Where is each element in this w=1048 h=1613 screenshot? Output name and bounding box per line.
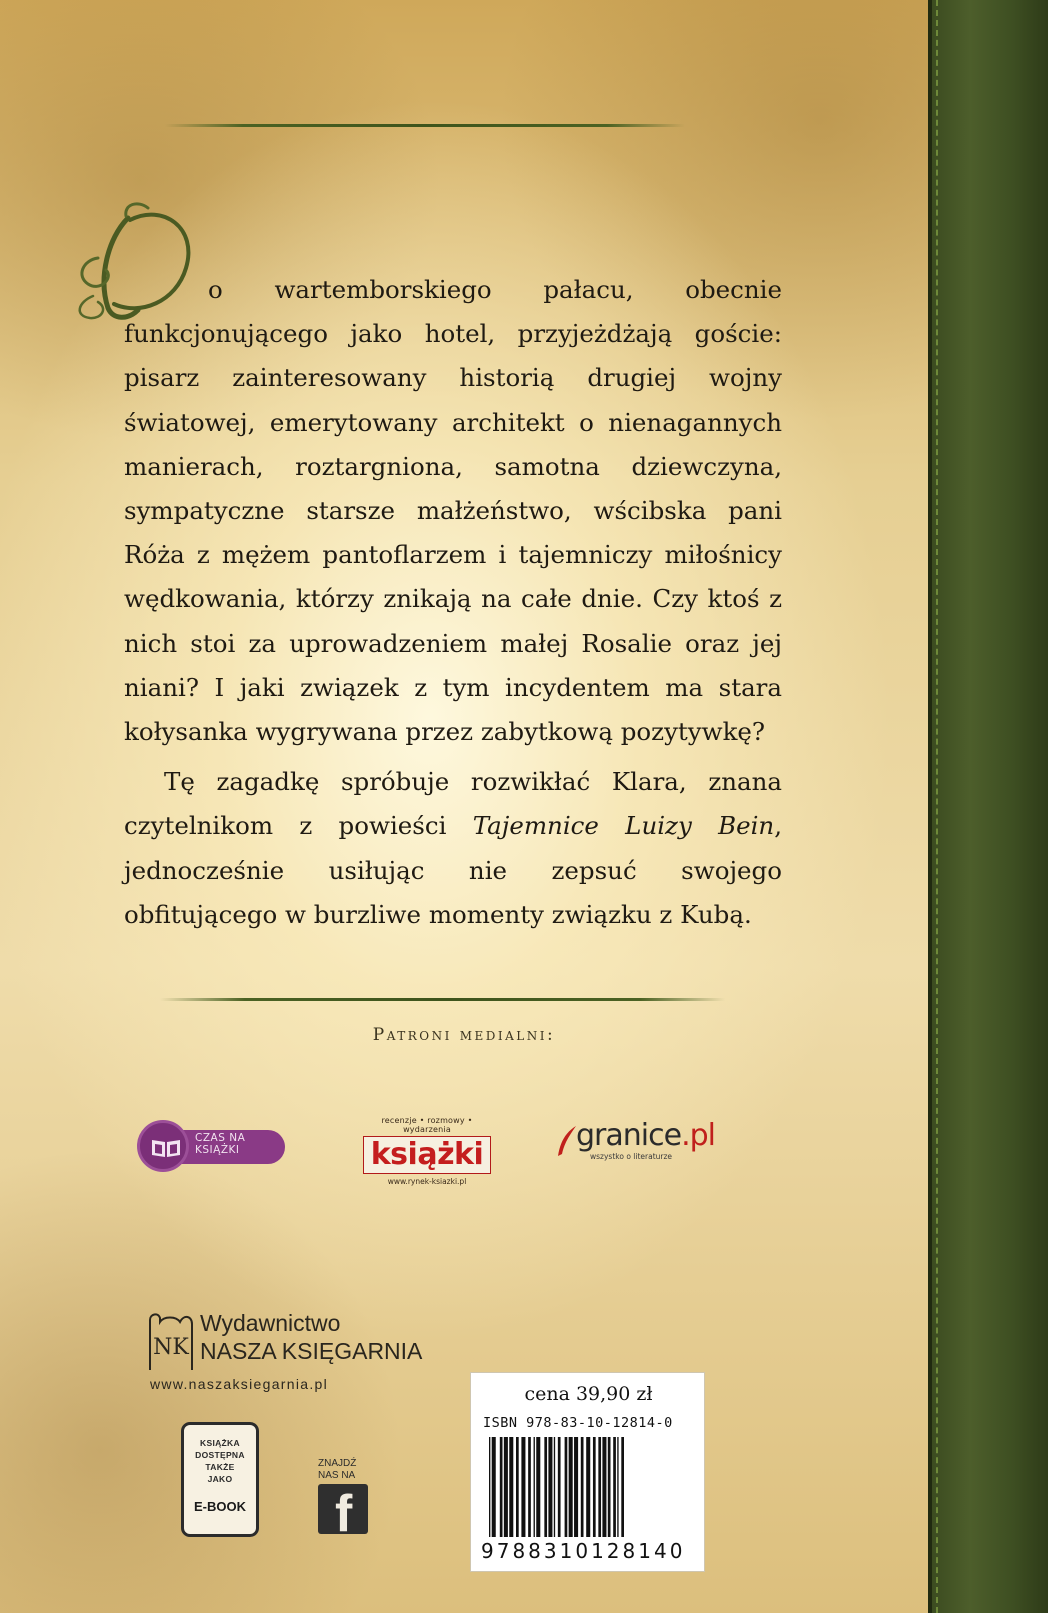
facebook-icon (318, 1484, 368, 1534)
open-book-icon (150, 1137, 182, 1159)
ebook-label: E-BOOK (194, 1499, 246, 1514)
ebook-line-4: JAKO (207, 1474, 233, 1484)
granice-suffix: .pl (681, 1118, 715, 1153)
barcode-bar (492, 1437, 496, 1537)
top-ornament-rule (165, 124, 685, 127)
price-label: cena 39,90 zł (524, 1383, 653, 1405)
ebook-availability-badge (181, 1422, 259, 1537)
ksiazki-wordmark: książki (363, 1136, 491, 1174)
price-barcode-sticker (470, 1372, 705, 1572)
blurb-paragraph-1: o wartemborskiego pałacu, obecnie funkcjonującego jako hotel, przyjeżdżają goście: pisarz zainteresowany historią drugiej wojny światowej, emerytowany architekt o nienagannych manierach, roztargniona, samotna dziewczyna, sympatyczne starsze małżeństwo, wścibska pani Róża z mężem pantoflarzem i tajemniczy miłośnicy wędkowania, którzy znikają na całe dnie. Czy ktoś z nich stoi za uprowadzeniem małej Rosalie oraz jej niani? I jaki związek z tym incydentem ma stara kołysanka wygrywana przez zabytkową pozytywkę? (124, 275, 782, 747)
ebook-small-text (184, 1437, 256, 1485)
publisher-name-line-2: NASZA KSIĘGARNIA (200, 1338, 423, 1364)
barcode-bar (593, 1437, 596, 1537)
media-patrons-label: Patroni medialni: (372, 1025, 556, 1045)
ebook-line-2: DOSTĘPNA (195, 1450, 245, 1460)
barcode-bar (489, 1437, 490, 1537)
ebook-line-3: TAKŻE (205, 1462, 235, 1472)
blurb-paragraph-2 (124, 760, 782, 937)
czas-logo-text (195, 1132, 281, 1156)
nk-publisher-logo (146, 1312, 196, 1372)
middle-ornament-rule (160, 998, 725, 1001)
barcode-digits: 9788310128140 (481, 1539, 686, 1563)
granice-wordmark (576, 1118, 715, 1154)
czas-logo-circle (137, 1120, 189, 1172)
barcode-bar (617, 1437, 618, 1537)
barcode-bar (581, 1437, 584, 1537)
facebook-badge (318, 1458, 378, 1538)
blurb-paragraph-2-start: Tę zagadkę spróbuje rozwikłać Klara, znana czytelnikom z powieści (124, 767, 782, 841)
barcode-bar (544, 1437, 547, 1537)
granice-tagline: wszystko o literaturze (590, 1152, 673, 1161)
facebook-line-1: ZNAJDŹ (318, 1458, 357, 1469)
ksiazki-magazine-logo (360, 1116, 494, 1192)
barcode-bar (536, 1437, 540, 1537)
isbn-barcode (489, 1437, 694, 1537)
barcode-bar (509, 1437, 513, 1537)
ebook-line-1: KSIĄŻKA (200, 1438, 240, 1448)
barcode-bar (500, 1437, 503, 1537)
barcode-bar (558, 1437, 561, 1537)
green-spine-edge (928, 0, 1048, 1613)
granice-word: granice (576, 1118, 682, 1153)
isbn-number: ISBN 978-83-10-12814-0 (483, 1415, 673, 1431)
barcode-bar (554, 1437, 555, 1537)
publisher-url: www.naszaksiegarnia.pl (150, 1376, 329, 1392)
publisher-name-line-1: Wydawnictwo (200, 1310, 341, 1336)
barcode-bar (613, 1437, 616, 1537)
barcode-bar (528, 1437, 531, 1537)
czas-na-ksiazki-logo (137, 1120, 287, 1176)
barcode-bar (621, 1437, 624, 1537)
barcode-bar (574, 1437, 578, 1537)
ksiazki-tagline: recenzje • rozmowy • wydarzenia (381, 1116, 473, 1134)
barcode-bar (569, 1437, 573, 1537)
facebook-label (318, 1458, 378, 1482)
barcode-bar (521, 1437, 525, 1537)
book-title-reference: Tajemnice Luizy Bein (472, 811, 775, 841)
facebook-line-2: NAS NA (318, 1470, 356, 1481)
barcode-bar (608, 1437, 611, 1537)
nk-mark-letters: NK (153, 1335, 189, 1360)
publisher-block (146, 1310, 446, 1390)
blurb-paragraph-2-end: , jednocześnie usiłując nie zepsuć swojego obfitującego w burzliwe momenty związku z Kubą. (124, 811, 782, 929)
quill-icon (556, 1124, 578, 1158)
granice-pl-logo (556, 1118, 715, 1170)
barcode-bar (548, 1437, 552, 1537)
barcode-bar (516, 1437, 519, 1537)
czas-line-1: CZAS NA (195, 1132, 246, 1144)
facebook-f-glyph: f (335, 1485, 353, 1534)
barcode-bar (504, 1437, 508, 1537)
barcode-bar (565, 1437, 568, 1537)
barcode-bar (598, 1437, 601, 1537)
czas-line-2: KSIĄŻKI (195, 1144, 240, 1156)
ksiazki-url: www.rynek-ksiazki.pl (387, 1177, 467, 1186)
barcode-bar (586, 1437, 590, 1537)
barcode-bar (602, 1437, 606, 1537)
barcode-bar (534, 1437, 535, 1537)
blurb-text (124, 268, 782, 937)
